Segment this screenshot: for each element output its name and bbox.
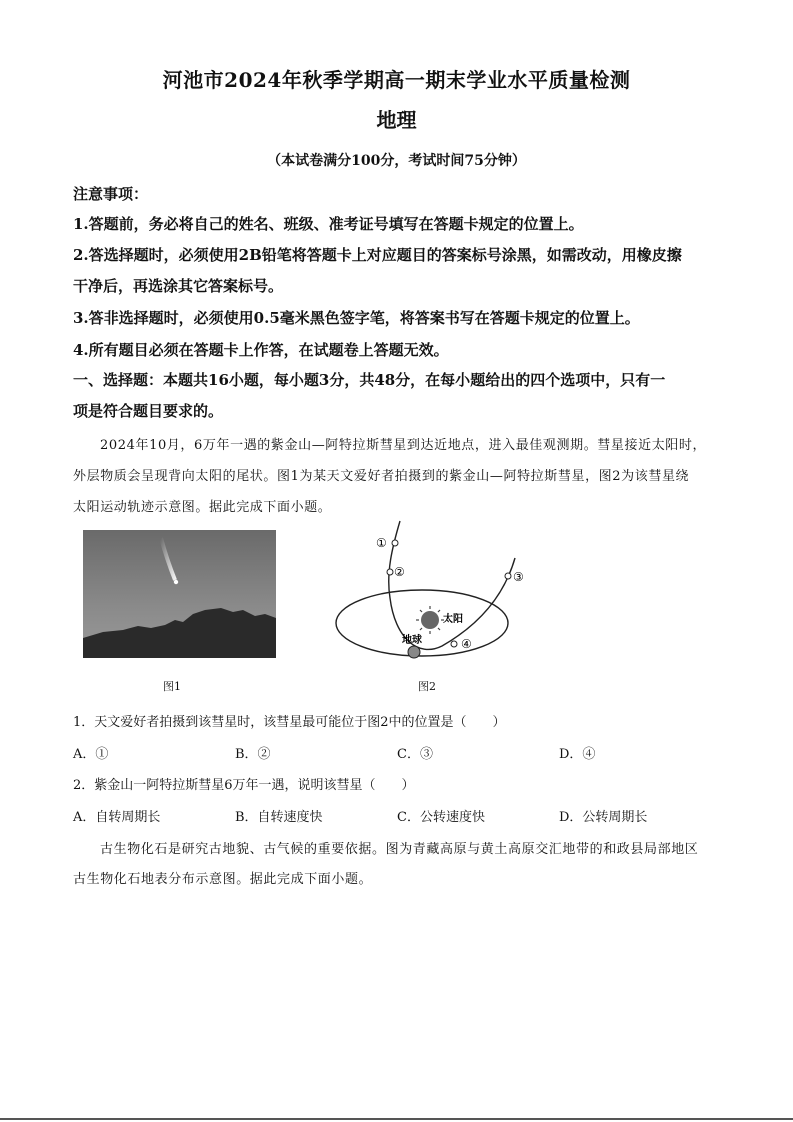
option-d[interactable]: D．公转周期长	[559, 810, 648, 825]
notice-item: 3.答非选择题时，必须使用0.5毫米黑色签字笔，将答案书写在答题卡规定的位置上。	[73, 309, 640, 327]
label-sun: 太阳	[443, 614, 463, 625]
question-stem: 1．天文爱好者拍摄到该彗星时，该彗星最可能位于图2中的位置是（ ）	[73, 715, 506, 730]
exam-subject: 地理	[376, 108, 417, 132]
comet-photo	[83, 530, 276, 658]
passage-line: 外层物质会呈现背向太阳的尾状。图1为某天文爱好者拍摄到的紫金山—阿特拉斯彗星，图2为该彗星绕	[73, 469, 690, 484]
notice-heading: 注意事项：	[73, 185, 149, 203]
option-b[interactable]: B．自转速度快	[235, 810, 323, 825]
exam-title: 河池市2024年秋季学期高一期末学业水平质量检测	[162, 68, 631, 92]
comet-orbit-diagram	[330, 518, 525, 666]
option-b[interactable]: B．②	[235, 747, 271, 762]
passage-line: 古生物化石是研究古地貌、古气候的重要依据。图为青藏高原与黄土高原交汇地带的和政县局部地区	[100, 842, 699, 857]
label-p1: ①	[376, 536, 387, 550]
exam-meta: （本试卷满分100分，考试时间75分钟）	[267, 153, 526, 169]
comet-trajectory	[389, 521, 515, 649]
option-c[interactable]: C．公转速度快	[397, 810, 485, 825]
option-d[interactable]: D．④	[559, 747, 596, 762]
earth-icon	[408, 646, 420, 658]
page-bottom-border	[0, 1118, 793, 1120]
section-heading-cont: 项是符合题目要求的。	[73, 402, 224, 420]
notice-item: 4.所有题目必须在答题卡上作答，在试题卷上答题无效。	[73, 341, 449, 359]
label-p4: ④	[461, 637, 472, 651]
figure-caption: 图1	[163, 680, 181, 693]
passage-line: 古生物化石地表分布示意图。据此完成下面小题。	[73, 872, 373, 887]
option-a[interactable]: A．①	[73, 747, 109, 762]
notice-item: 1.答题前，务必将自己的姓名、班级、准考证号填写在答题卡规定的位置上。	[73, 215, 584, 233]
passage-line: 2024年10月，6万年一遇的紫金山—阿特拉斯彗星到达近地点，进入最佳观测期。彗星接近太阳时，	[100, 438, 707, 453]
position-marker	[505, 573, 511, 579]
figure-caption: 图2	[418, 680, 436, 693]
label-p2: ②	[394, 565, 405, 579]
position-marker	[387, 569, 393, 575]
option-c[interactable]: C．③	[397, 747, 433, 762]
label-earth: 地球	[402, 635, 422, 646]
position-marker	[451, 641, 457, 647]
section-heading: 一、选择题：本题共16小题，每小题3分，共48分，在每小题给出的四个选项中，只有一	[73, 371, 666, 389]
notice-item: 干净后，再选涂其它答案标号。	[73, 277, 284, 295]
notice-item: 2.答选择题时，必须使用2B铅笔将答题卡上对应题目的答案标号涂黑，如需改动，用橡皮擦	[73, 246, 682, 264]
sun-icon	[416, 606, 444, 634]
label-p3: ③	[513, 570, 524, 584]
question-stem: 2．紫金山一阿特拉斯彗星6万年一遇，说明该彗星（ ）	[73, 778, 415, 793]
passage-line: 太阳运动轨迹示意图。据此完成下面小题。	[73, 500, 332, 515]
option-a[interactable]: A．自转周期长	[73, 810, 161, 825]
position-marker	[392, 540, 398, 546]
